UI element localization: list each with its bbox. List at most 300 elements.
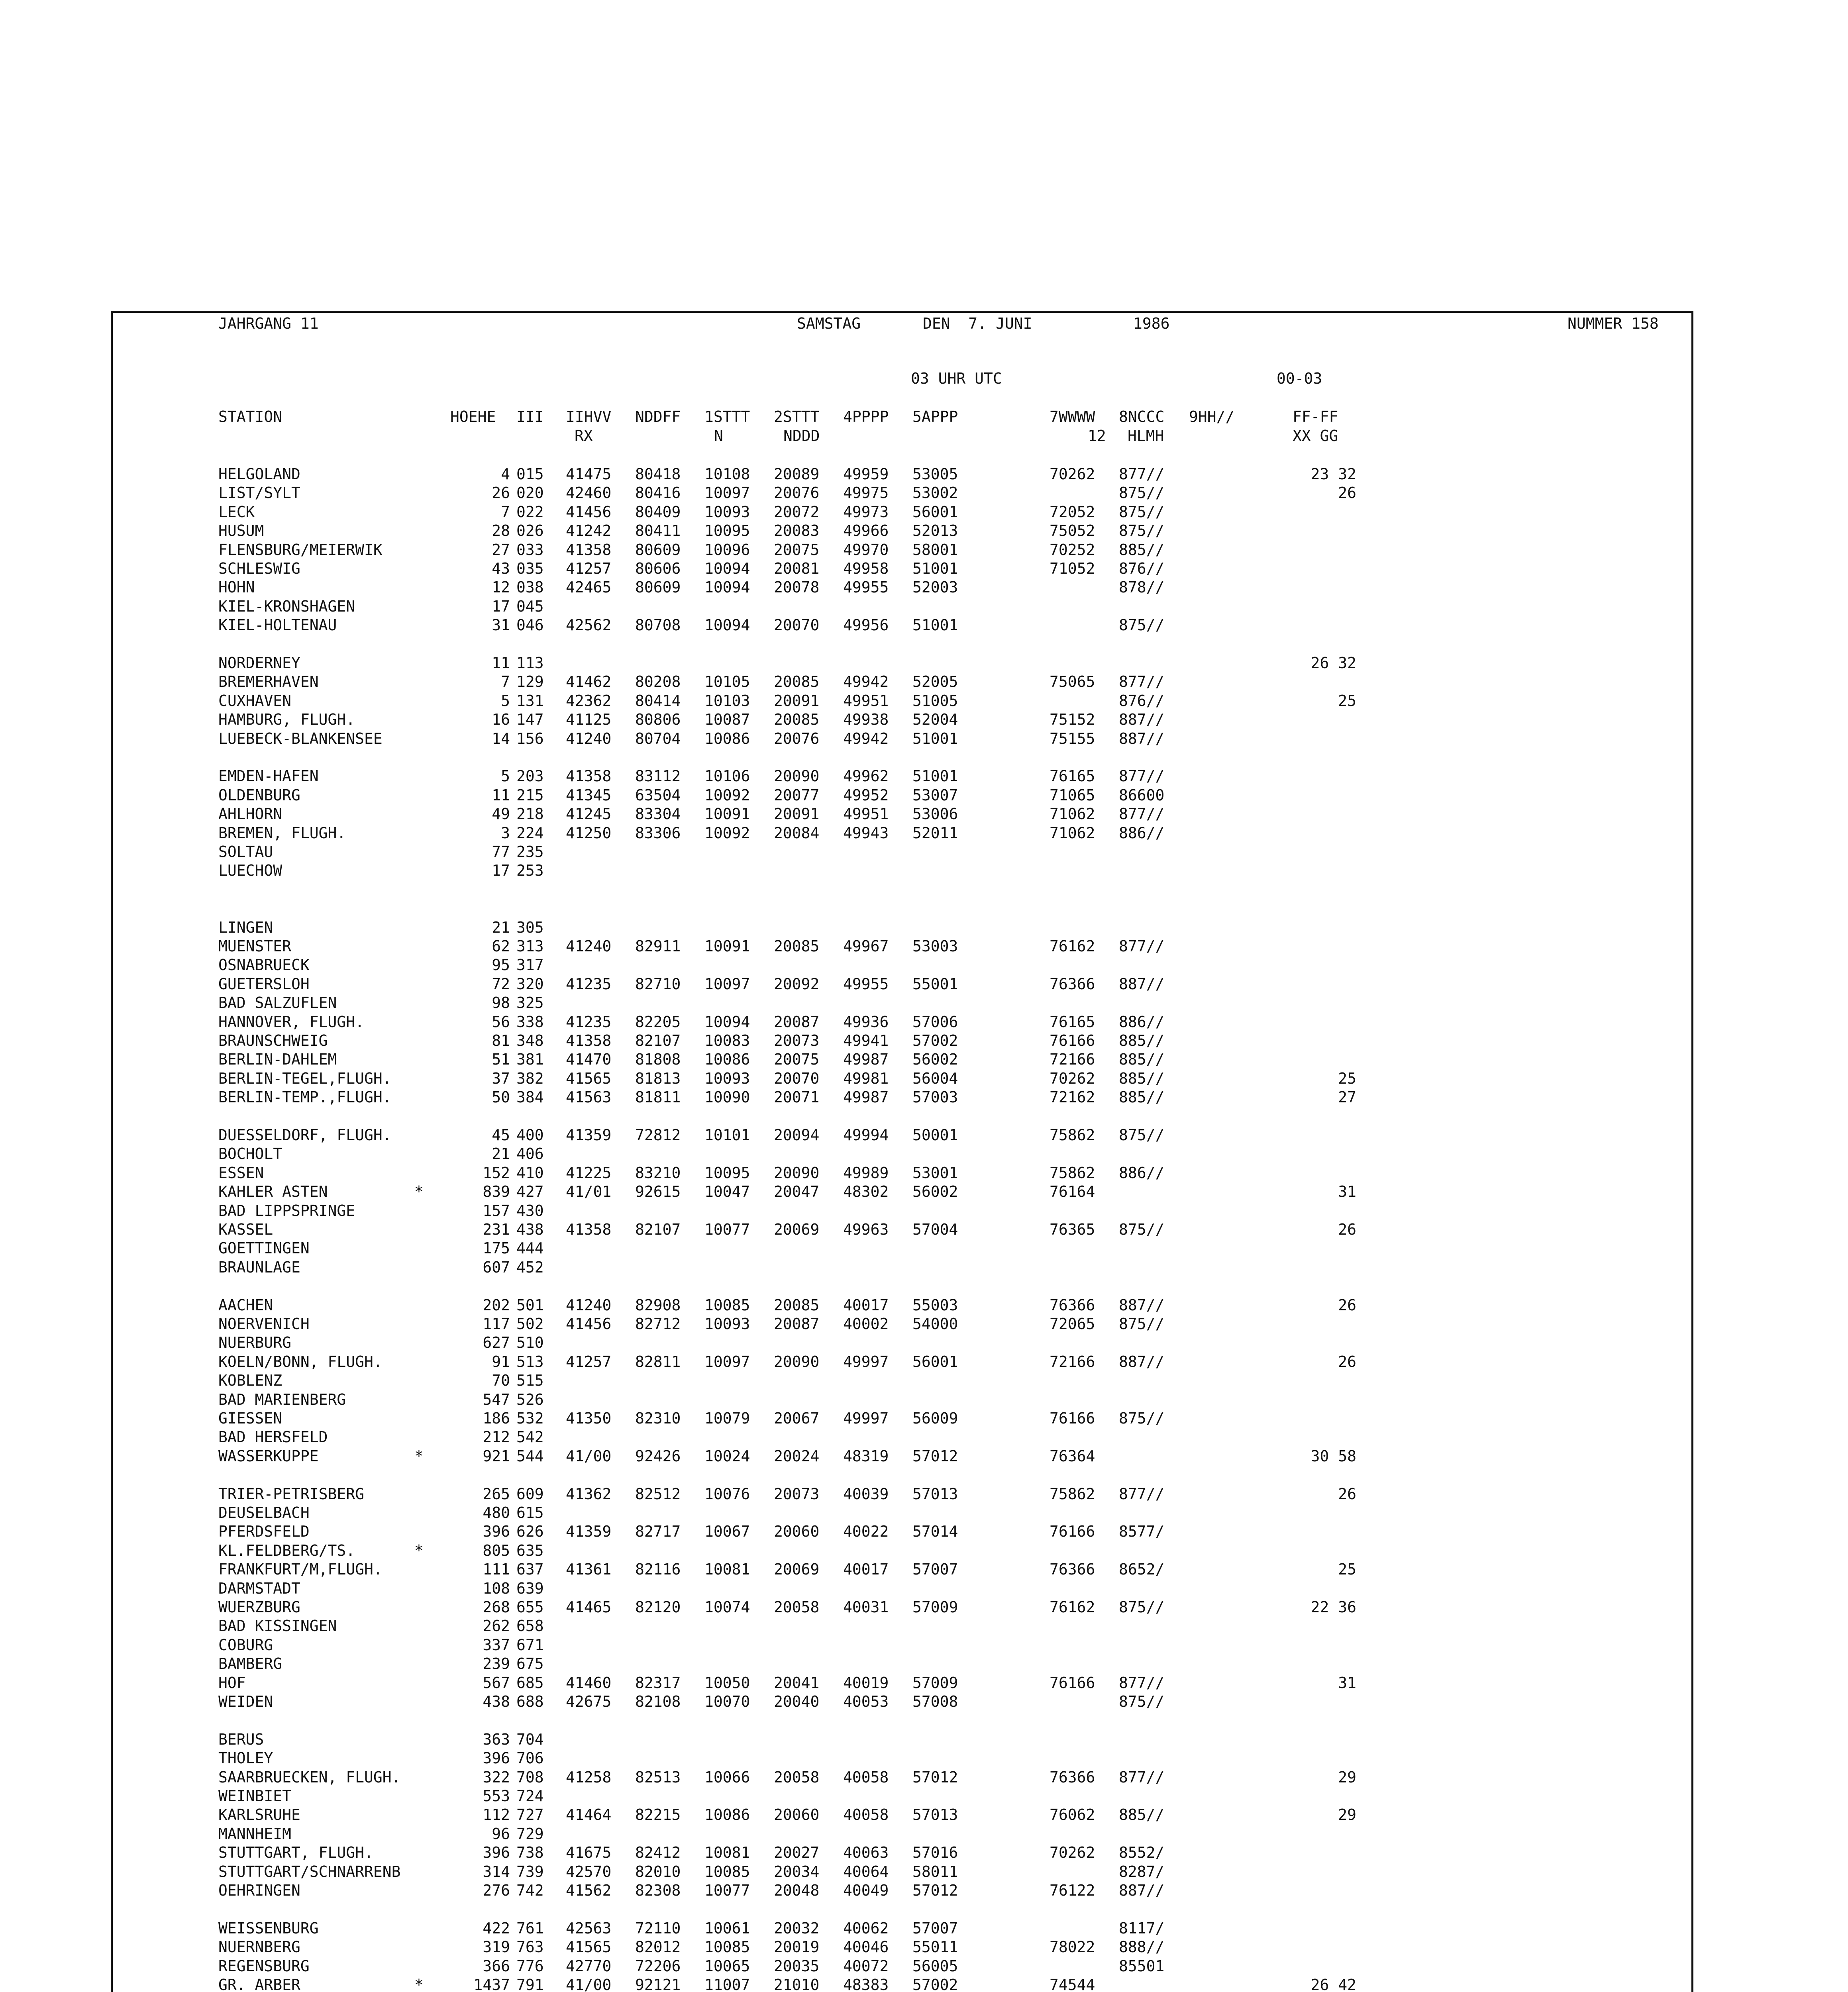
group-8: 878// bbox=[1119, 578, 1165, 596]
station-height: 212 bbox=[483, 1428, 510, 1446]
group-4: 20040 bbox=[774, 1693, 820, 1710]
station-id: 427 bbox=[516, 1183, 544, 1200]
station-height: 7 bbox=[501, 503, 510, 521]
group-1: 41456 bbox=[566, 1315, 612, 1333]
group-6: 57004 bbox=[912, 1221, 958, 1238]
station-height: 322 bbox=[483, 1768, 510, 1786]
group-5: 49941 bbox=[843, 1032, 889, 1049]
group-7: 71065 bbox=[1050, 786, 1095, 804]
station-id: 637 bbox=[516, 1561, 544, 1578]
group-3: 10108 bbox=[704, 465, 750, 483]
group-2: 82412 bbox=[635, 1844, 681, 1861]
group-7: 76062 bbox=[1050, 1806, 1095, 1823]
group-1: 41359 bbox=[566, 1523, 612, 1540]
col-g4-sub: NDDD bbox=[783, 427, 820, 445]
col-g3: 1STTT bbox=[704, 408, 750, 425]
group-6: 57013 bbox=[912, 1485, 958, 1503]
station-id: 444 bbox=[516, 1239, 544, 1257]
group-5: 40046 bbox=[843, 1938, 889, 1956]
group-8: 85501 bbox=[1119, 1957, 1165, 1975]
group-7: 72065 bbox=[1050, 1315, 1095, 1333]
group-6: 53005 bbox=[912, 465, 958, 483]
station-height: 11 bbox=[492, 654, 510, 672]
group-1: 41465 bbox=[566, 1598, 612, 1616]
group-6: 55011 bbox=[912, 1938, 958, 1956]
group-7: 75152 bbox=[1050, 711, 1095, 728]
group-5: 49942 bbox=[843, 730, 889, 747]
station-name: COBURG bbox=[218, 1636, 273, 1654]
group-2: 72206 bbox=[635, 1957, 681, 1975]
group-4: 20067 bbox=[774, 1410, 820, 1427]
group-7: 76166 bbox=[1050, 1523, 1095, 1540]
station-id: 147 bbox=[516, 711, 544, 728]
group-6: 56004 bbox=[912, 1070, 958, 1087]
group-1: 41/00 bbox=[566, 1447, 612, 1465]
station-name: BRAUNLAGE bbox=[218, 1259, 300, 1276]
group-1: 41362 bbox=[566, 1485, 612, 1503]
group-4: 20083 bbox=[774, 522, 820, 539]
station-height: 12 bbox=[492, 578, 510, 596]
group-7: 76364 bbox=[1050, 1447, 1095, 1465]
group-5: 49956 bbox=[843, 616, 889, 634]
group-3: 10105 bbox=[704, 673, 750, 690]
station-id: 022 bbox=[516, 503, 544, 521]
station-name: MUENSTER bbox=[218, 937, 292, 955]
group-5: 40002 bbox=[843, 1315, 889, 1333]
station-name: WEIDEN bbox=[218, 1693, 273, 1710]
station-name: DEUSELBACH bbox=[218, 1504, 310, 1521]
group-2: 80704 bbox=[635, 730, 681, 747]
group-3: 10103 bbox=[704, 692, 750, 710]
group-2: 72812 bbox=[635, 1126, 681, 1144]
group-3: 10024 bbox=[704, 1447, 750, 1465]
station-id: 729 bbox=[516, 1825, 544, 1843]
station-id: 513 bbox=[516, 1353, 544, 1370]
group-7: 70252 bbox=[1050, 541, 1095, 559]
group-5: 49962 bbox=[843, 767, 889, 785]
group-8: 875// bbox=[1119, 1693, 1165, 1710]
year-label: 1986 bbox=[1133, 315, 1170, 332]
group-2: 82911 bbox=[635, 937, 681, 955]
station-id: 791 bbox=[516, 1976, 544, 1992]
station-height: 231 bbox=[483, 1221, 510, 1238]
group-3: 10085 bbox=[704, 1938, 750, 1956]
group-6: 53006 bbox=[912, 805, 958, 823]
group-2: 82012 bbox=[635, 1938, 681, 1956]
group-1: 41258 bbox=[566, 1768, 612, 1786]
group-8: 875// bbox=[1119, 1126, 1165, 1144]
group-1: 41358 bbox=[566, 1032, 612, 1049]
group-6: 51001 bbox=[912, 730, 958, 747]
station-name: BAD MARIENBERG bbox=[218, 1391, 346, 1408]
group-7: 75862 bbox=[1050, 1164, 1095, 1182]
group-1: 42362 bbox=[566, 692, 612, 710]
group-5: 49936 bbox=[843, 1013, 889, 1031]
station-id: 655 bbox=[516, 1598, 544, 1616]
gust-ff: 31 bbox=[1338, 1674, 1356, 1692]
group-3: 10094 bbox=[704, 1013, 750, 1031]
group-6: 57012 bbox=[912, 1882, 958, 1899]
issue-number: NUMMER 158 bbox=[1567, 315, 1659, 332]
station-height: 921 bbox=[483, 1447, 510, 1465]
weekday-label: SAMSTAG bbox=[797, 315, 861, 332]
group-8: 876// bbox=[1119, 692, 1165, 710]
col-station: STATION bbox=[218, 408, 282, 425]
group-5: 40058 bbox=[843, 1768, 889, 1786]
group-2: 82010 bbox=[635, 1863, 681, 1880]
station-height: 31 bbox=[492, 616, 510, 634]
group-4: 20092 bbox=[774, 975, 820, 993]
station-id: 113 bbox=[516, 654, 544, 672]
station-id: 400 bbox=[516, 1126, 544, 1144]
station-id: 038 bbox=[516, 578, 544, 596]
group-6: 53003 bbox=[912, 937, 958, 955]
date-label: DEN 7. JUNI bbox=[923, 315, 1032, 332]
group-7: 76164 bbox=[1050, 1183, 1095, 1200]
group-7: 76366 bbox=[1050, 1561, 1095, 1578]
station-height: 111 bbox=[483, 1561, 510, 1578]
group-7: 75155 bbox=[1050, 730, 1095, 747]
group-8: 8117/ bbox=[1119, 1919, 1165, 1937]
group-2: 72110 bbox=[635, 1919, 681, 1937]
group-1: 41225 bbox=[566, 1164, 612, 1182]
group-5: 49967 bbox=[843, 937, 889, 955]
station-name: KARLSRUHE bbox=[218, 1806, 300, 1823]
group-2: 80609 bbox=[635, 578, 681, 596]
group-4: 20027 bbox=[774, 1844, 820, 1861]
group-3: 10079 bbox=[704, 1410, 750, 1427]
station-height: 17 bbox=[492, 862, 510, 879]
station-id: 438 bbox=[516, 1221, 544, 1238]
gust-ff: 26 bbox=[1338, 1353, 1356, 1370]
station-id: 218 bbox=[516, 805, 544, 823]
station-id: 739 bbox=[516, 1863, 544, 1880]
station-height: 21 bbox=[492, 1145, 510, 1163]
group-1: 41358 bbox=[566, 541, 612, 559]
group-4: 20070 bbox=[774, 1070, 820, 1087]
group-2: 80414 bbox=[635, 692, 681, 710]
table-frame bbox=[111, 311, 1693, 1992]
station-name: ESSEN bbox=[218, 1164, 264, 1182]
station-name: NUERBURG bbox=[218, 1334, 292, 1351]
group-4: 20094 bbox=[774, 1126, 820, 1144]
station-height: 1437 bbox=[473, 1976, 510, 1992]
group-3: 10094 bbox=[704, 578, 750, 596]
group-2: 82811 bbox=[635, 1353, 681, 1370]
group-5: 40031 bbox=[843, 1598, 889, 1616]
station-name: LINGEN bbox=[218, 919, 273, 936]
group-5: 49997 bbox=[843, 1353, 889, 1370]
period-label: 00-03 bbox=[1277, 370, 1322, 387]
group-3: 10077 bbox=[704, 1221, 750, 1238]
gust-ff: 27 bbox=[1338, 1088, 1356, 1106]
station-name: CUXHAVEN bbox=[218, 692, 292, 710]
group-6: 57009 bbox=[912, 1674, 958, 1692]
group-7: 70262 bbox=[1050, 1070, 1095, 1087]
station-name: STUTTGART, FLUGH. bbox=[218, 1844, 373, 1861]
group-7: 76365 bbox=[1050, 1221, 1095, 1238]
gust-ff: 23 32 bbox=[1310, 465, 1356, 483]
group-1: 41240 bbox=[566, 730, 612, 747]
group-5: 40017 bbox=[843, 1296, 889, 1314]
gust-ff: 26 42 bbox=[1310, 1976, 1356, 1992]
group-8: 86600 bbox=[1119, 786, 1165, 804]
group-2: 83210 bbox=[635, 1164, 681, 1182]
col-g7-sub: 12 bbox=[1088, 427, 1106, 445]
group-3: 10092 bbox=[704, 824, 750, 842]
station-height: 366 bbox=[483, 1957, 510, 1975]
station-name: OSNABRUECK bbox=[218, 956, 310, 974]
station-height: 186 bbox=[483, 1410, 510, 1427]
group-8: 8552/ bbox=[1119, 1844, 1165, 1861]
group-1: 41565 bbox=[566, 1070, 612, 1087]
mountain-marker: * bbox=[414, 1183, 424, 1200]
group-7: 75065 bbox=[1050, 673, 1095, 690]
group-8: 875// bbox=[1119, 616, 1165, 634]
station-id: 253 bbox=[516, 862, 544, 879]
group-7: 75862 bbox=[1050, 1126, 1095, 1144]
group-8: 886// bbox=[1119, 824, 1165, 842]
group-4: 20081 bbox=[774, 560, 820, 577]
station-height: 5 bbox=[501, 692, 510, 710]
station-id: 615 bbox=[516, 1504, 544, 1521]
station-id: 156 bbox=[516, 730, 544, 747]
gust-ff: 26 bbox=[1338, 1221, 1356, 1238]
group-3: 10086 bbox=[704, 1051, 750, 1068]
group-7: 72162 bbox=[1050, 1088, 1095, 1106]
station-name: KIEL-KRONSHAGEN bbox=[218, 598, 355, 615]
group-4: 20085 bbox=[774, 711, 820, 728]
group-7: 76165 bbox=[1050, 1013, 1095, 1031]
station-height: 62 bbox=[492, 937, 510, 955]
group-8: 885// bbox=[1119, 1032, 1165, 1049]
group-8: 8577/ bbox=[1119, 1523, 1165, 1540]
group-1: 41464 bbox=[566, 1806, 612, 1823]
station-id: 738 bbox=[516, 1844, 544, 1861]
group-2: 83304 bbox=[635, 805, 681, 823]
volume-label: JAHRGANG 11 bbox=[218, 315, 319, 332]
group-4: 21010 bbox=[774, 1976, 820, 1992]
station-name: BERLIN-DAHLEM bbox=[218, 1051, 337, 1068]
group-6: 56005 bbox=[912, 1957, 958, 1975]
group-6: 56002 bbox=[912, 1051, 958, 1068]
col-g4: 2STTT bbox=[774, 408, 820, 425]
group-6: 56001 bbox=[912, 1353, 958, 1370]
group-2: 81808 bbox=[635, 1051, 681, 1068]
group-5: 40049 bbox=[843, 1882, 889, 1899]
group-3: 10091 bbox=[704, 937, 750, 955]
station-height: 202 bbox=[483, 1296, 510, 1314]
station-height: 70 bbox=[492, 1372, 510, 1389]
group-3: 10094 bbox=[704, 616, 750, 634]
group-8: 885// bbox=[1119, 1806, 1165, 1823]
station-height: 117 bbox=[483, 1315, 510, 1333]
station-id: 348 bbox=[516, 1032, 544, 1049]
group-2: 80411 bbox=[635, 522, 681, 539]
group-2: 81813 bbox=[635, 1070, 681, 1087]
station-height: 438 bbox=[483, 1693, 510, 1710]
station-name: SCHLESWIG bbox=[218, 560, 300, 577]
group-2: 81811 bbox=[635, 1088, 681, 1106]
station-name: NOERVENICH bbox=[218, 1315, 310, 1333]
group-1: 41125 bbox=[566, 711, 612, 728]
group-3: 10097 bbox=[704, 1353, 750, 1370]
gust-ff: 26 bbox=[1338, 484, 1356, 502]
group-4: 20091 bbox=[774, 692, 820, 710]
station-id: 129 bbox=[516, 673, 544, 690]
station-id: 235 bbox=[516, 843, 544, 861]
group-6: 57016 bbox=[912, 1844, 958, 1861]
station-id: 317 bbox=[516, 956, 544, 974]
station-height: 5 bbox=[501, 767, 510, 785]
station-id: 776 bbox=[516, 1957, 544, 1975]
group-4: 20060 bbox=[774, 1806, 820, 1823]
group-1: 41562 bbox=[566, 1882, 612, 1899]
mountain-marker: * bbox=[414, 1447, 424, 1465]
group-2: 92426 bbox=[635, 1447, 681, 1465]
group-3: 10093 bbox=[704, 1070, 750, 1087]
station-height: 27 bbox=[492, 541, 510, 559]
station-id: 224 bbox=[516, 824, 544, 842]
station-name: FRANKFURT/M,FLUGH. bbox=[218, 1561, 383, 1578]
group-8: 885// bbox=[1119, 1088, 1165, 1106]
group-7: 76166 bbox=[1050, 1674, 1095, 1692]
group-1: 42562 bbox=[566, 616, 612, 634]
group-1: 41235 bbox=[566, 1013, 612, 1031]
group-4: 20085 bbox=[774, 673, 820, 690]
group-7: 71062 bbox=[1050, 824, 1095, 842]
station-name: NORDERNEY bbox=[218, 654, 300, 672]
group-5: 49952 bbox=[843, 786, 889, 804]
station-name: OEHRINGEN bbox=[218, 1882, 300, 1899]
group-6: 52011 bbox=[912, 824, 958, 842]
gust-ff: 29 bbox=[1338, 1806, 1356, 1823]
group-1: 41242 bbox=[566, 522, 612, 539]
group-6: 52004 bbox=[912, 711, 958, 728]
group-1: 41460 bbox=[566, 1674, 612, 1692]
station-height: 98 bbox=[492, 994, 510, 1012]
station-height: 547 bbox=[483, 1391, 510, 1408]
station-name: NUERNBERG bbox=[218, 1938, 300, 1956]
col-g9: 9HH// bbox=[1189, 408, 1235, 425]
group-4: 20075 bbox=[774, 1051, 820, 1068]
group-1: 41359 bbox=[566, 1126, 612, 1144]
station-height: 553 bbox=[483, 1787, 510, 1805]
group-7: 75862 bbox=[1050, 1485, 1095, 1503]
group-4: 20069 bbox=[774, 1561, 820, 1578]
station-height: 16 bbox=[492, 711, 510, 728]
group-1: 41350 bbox=[566, 1410, 612, 1427]
col-g6: 5APPP bbox=[912, 408, 958, 425]
station-height: 77 bbox=[492, 843, 510, 861]
station-height: 262 bbox=[483, 1617, 510, 1635]
group-2: 82512 bbox=[635, 1485, 681, 1503]
group-5: 49963 bbox=[843, 1221, 889, 1238]
group-2: 82108 bbox=[635, 1693, 681, 1710]
station-name: EMDEN-HAFEN bbox=[218, 767, 319, 785]
station-height: 72 bbox=[492, 975, 510, 993]
group-4: 20090 bbox=[774, 767, 820, 785]
group-3: 10076 bbox=[704, 1485, 750, 1503]
group-2: 92615 bbox=[635, 1183, 681, 1200]
group-1: 41358 bbox=[566, 767, 612, 785]
group-2: 80708 bbox=[635, 616, 681, 634]
group-2: 82215 bbox=[635, 1806, 681, 1823]
group-5: 49958 bbox=[843, 560, 889, 577]
station-height: 276 bbox=[483, 1882, 510, 1899]
group-3: 10091 bbox=[704, 805, 750, 823]
group-8: 875// bbox=[1119, 522, 1165, 539]
station-name: LIST/SYLT bbox=[218, 484, 300, 502]
group-6: 57006 bbox=[912, 1013, 958, 1031]
group-5: 40062 bbox=[843, 1919, 889, 1937]
group-8: 887// bbox=[1119, 730, 1165, 747]
group-2: 80418 bbox=[635, 465, 681, 483]
gust-ff: 30 58 bbox=[1310, 1447, 1356, 1465]
col-g2: NDDFF bbox=[635, 408, 681, 425]
station-id: 384 bbox=[516, 1088, 544, 1106]
station-name: SAARBRUECKEN, FLUGH. bbox=[218, 1768, 401, 1786]
group-2: 80806 bbox=[635, 711, 681, 728]
station-id: 502 bbox=[516, 1315, 544, 1333]
col-g7: 7WWWW bbox=[1050, 408, 1095, 425]
group-5: 48383 bbox=[843, 1976, 889, 1992]
station-name: LUECHOW bbox=[218, 862, 282, 879]
station-name: WASSERKUPPE bbox=[218, 1447, 319, 1465]
station-height: 49 bbox=[492, 805, 510, 823]
group-4: 20087 bbox=[774, 1013, 820, 1031]
station-name: BREMERHAVEN bbox=[218, 673, 319, 690]
station-name: LUEBECK-BLANKENSEE bbox=[218, 730, 383, 747]
group-2: 83306 bbox=[635, 824, 681, 842]
group-8: 887// bbox=[1119, 1882, 1165, 1899]
group-5: 40064 bbox=[843, 1863, 889, 1880]
station-id: 724 bbox=[516, 1787, 544, 1805]
station-height: 805 bbox=[483, 1542, 510, 1559]
group-6: 55003 bbox=[912, 1296, 958, 1314]
station-id: 727 bbox=[516, 1806, 544, 1823]
group-8: 885// bbox=[1119, 1051, 1165, 1068]
gust-ff: 25 bbox=[1338, 1561, 1356, 1578]
gust-ff: 26 32 bbox=[1310, 654, 1356, 672]
group-8: 887// bbox=[1119, 1296, 1165, 1314]
group-4: 20024 bbox=[774, 1447, 820, 1465]
group-5: 49951 bbox=[843, 805, 889, 823]
station-height: 337 bbox=[483, 1636, 510, 1654]
station-name: FLENSBURG/MEIERWIK bbox=[218, 541, 383, 559]
group-4: 20085 bbox=[774, 937, 820, 955]
station-name: BERLIN-TEMP.,FLUGH. bbox=[218, 1088, 392, 1106]
group-1: 41245 bbox=[566, 805, 612, 823]
group-5: 40053 bbox=[843, 1693, 889, 1710]
group-2: 82107 bbox=[635, 1032, 681, 1049]
group-3: 10070 bbox=[704, 1693, 750, 1710]
station-height: 108 bbox=[483, 1580, 510, 1597]
station-name: HELGOLAND bbox=[218, 465, 300, 483]
group-3: 11007 bbox=[704, 1976, 750, 1992]
group-3: 10095 bbox=[704, 522, 750, 539]
station-id: 658 bbox=[516, 1617, 544, 1635]
group-8: 875// bbox=[1119, 1315, 1165, 1333]
station-name: PFERDSFELD bbox=[218, 1523, 310, 1540]
group-5: 49970 bbox=[843, 541, 889, 559]
group-7: 76366 bbox=[1050, 975, 1095, 993]
station-id: 020 bbox=[516, 484, 544, 502]
station-id: 382 bbox=[516, 1070, 544, 1087]
group-5: 40017 bbox=[843, 1561, 889, 1578]
group-5: 49938 bbox=[843, 711, 889, 728]
group-8: 877// bbox=[1119, 465, 1165, 483]
